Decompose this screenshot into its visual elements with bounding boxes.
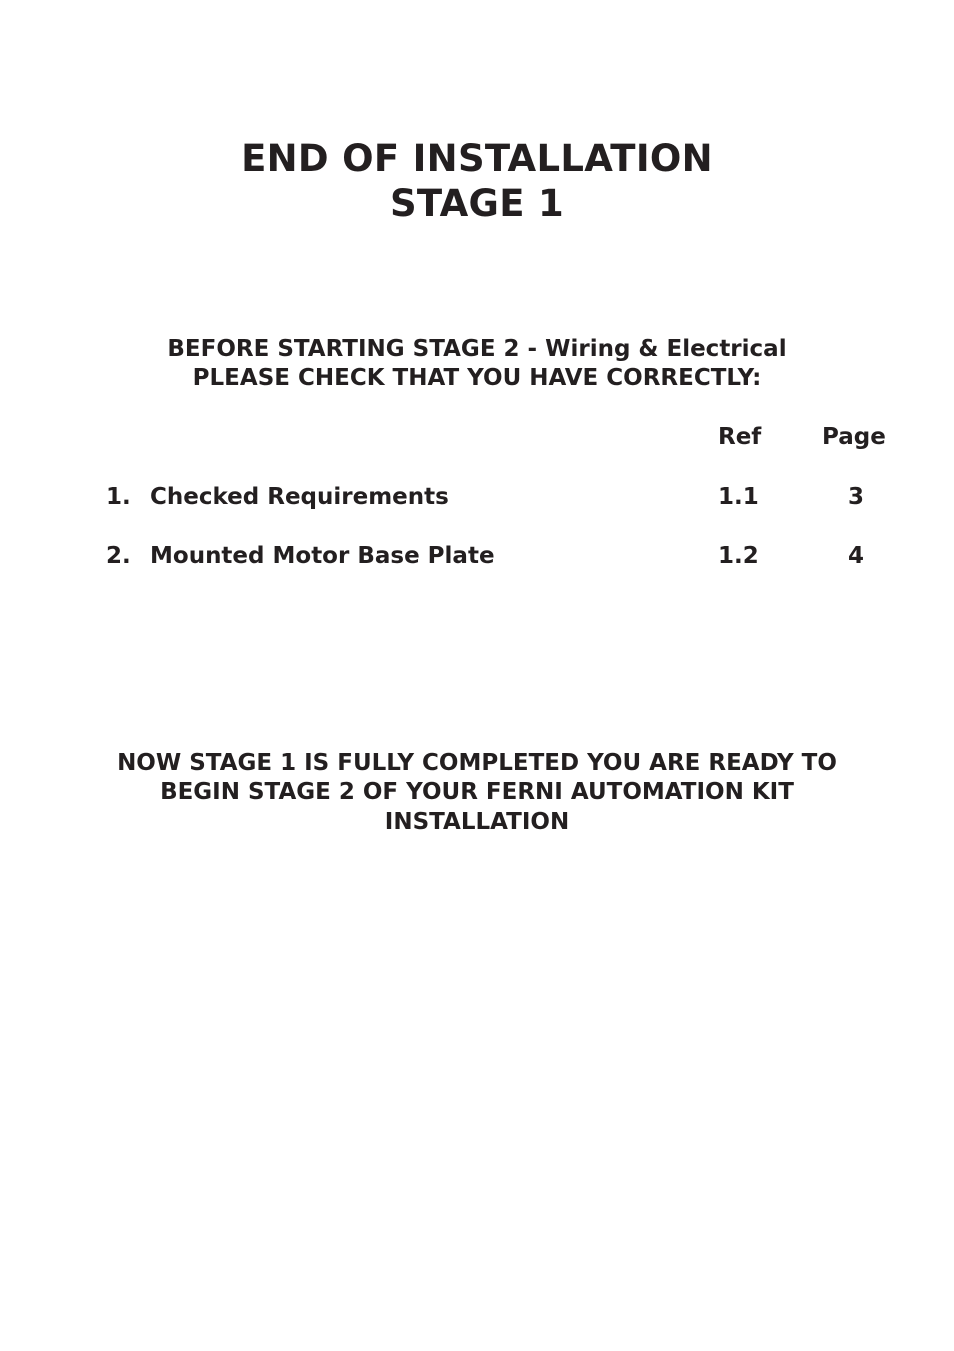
page-title: END OF INSTALLATION	[241, 137, 713, 180]
checklist-item-number: 2.	[106, 543, 131, 569]
intro-line-2: PLEASE CHECK THAT YOU HAVE CORRECTLY:	[192, 365, 762, 391]
checklist-item-page: 3	[847, 484, 864, 510]
closing-line-3: INSTALLATION	[384, 809, 570, 835]
closing-line-2: BEGIN STAGE 2 OF YOUR FERNI AUTOMATION KIT	[160, 779, 794, 805]
checklist-item-ref: 1.2	[718, 543, 759, 569]
checklist-item-text: Mounted Motor Base Plate	[150, 543, 495, 569]
page-subtitle: STAGE 1	[389, 182, 565, 225]
column-header-ref: Ref	[718, 424, 762, 450]
checklist-item	[0, 483, 954, 512]
checklist-item-number: 1.	[106, 484, 131, 510]
checklist-item	[0, 542, 954, 571]
checklist-item-text: Checked Requirements	[150, 484, 449, 510]
checklist-item-ref: 1.1	[718, 484, 759, 510]
closing-line-1: NOW STAGE 1 IS FULLY COMPLETED YOU ARE READY TO	[117, 750, 837, 776]
intro-line-1: BEFORE STARTING STAGE 2 - Wiring & Electrical	[167, 336, 787, 362]
checklist-item-page: 4	[847, 543, 864, 569]
column-header-page: Page	[822, 424, 886, 450]
